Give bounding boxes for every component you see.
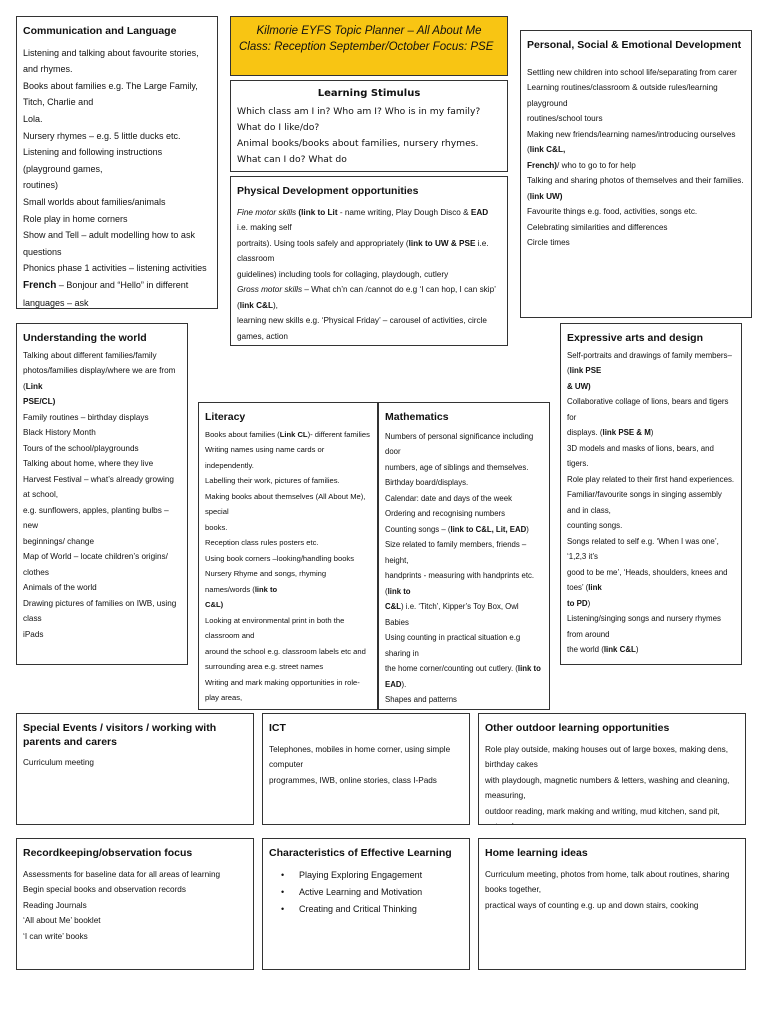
recordkeeping-line: Assessments for baseline data for all areas of learning xyxy=(23,869,221,879)
understanding-line: Animals of the world xyxy=(23,583,97,593)
physical-heading: Physical Development opportunities xyxy=(237,185,419,197)
maths-line: Birthday board/displays. xyxy=(385,478,469,488)
home-learning-line: practical ways of counting e.g. up and down stairs, cooking xyxy=(485,900,699,910)
physical-line: guidelines) including tools for collaging, playdough, cutlery xyxy=(237,269,449,279)
communication-line: Show and Tell – adult modelling how to ask questions xyxy=(23,230,195,257)
characteristics-box xyxy=(262,838,470,970)
outdoor-heading: Other outdoor learning opportunities xyxy=(485,722,670,734)
understanding-line: PSE/CL) xyxy=(23,397,56,407)
expressive-line: Role play related to their first hand experiences. xyxy=(567,474,735,484)
home-learning-box xyxy=(478,838,746,970)
understanding-heading: Understanding the world xyxy=(23,332,147,344)
understanding-line: iPads xyxy=(23,629,44,639)
ict-line: programmes, IWB, online stories, class I-Pads xyxy=(269,775,437,785)
expressive-line: to PD) xyxy=(567,598,591,608)
characteristics-heading: Characteristics of Effective Learning xyxy=(269,847,452,859)
recordkeeping-line: Begin special books and observation records xyxy=(23,885,186,895)
page-subtitle: Class: Reception September/October Focus: PSE xyxy=(239,41,494,53)
understanding-line: beginnings/ change xyxy=(23,536,95,546)
maths-line: Numbers of personal significance including door xyxy=(385,431,534,457)
outdoor-box xyxy=(478,713,746,825)
title-box xyxy=(230,16,508,76)
pse-line: routines/school tours xyxy=(527,114,603,124)
expressive-line: Familiar/favourite songs in singing assembly and in class, xyxy=(567,490,722,515)
understanding-line: Talking about different families/family xyxy=(23,350,157,360)
recordkeeping-line: ‘All about Me’ booklet xyxy=(23,916,101,926)
maths-box xyxy=(378,402,550,710)
literacy-heading: Literacy xyxy=(205,411,246,423)
recordkeeping-box xyxy=(16,838,254,970)
understanding-line: Family routines – birthday displays xyxy=(23,412,149,422)
pse-line: Making new friends/learning names/introducing ourselves (link C&L, xyxy=(527,129,736,155)
expressive-line: Self-portraits and drawings of family members– (link PSE xyxy=(567,350,732,376)
literacy-line: C&L) xyxy=(205,600,224,610)
communication-line: Small worlds about families/animals xyxy=(23,196,166,207)
physical-line: Fine motor skills (link to Lit - name writing, Play Dough Disco & EAD i.e. making self xyxy=(237,207,489,233)
maths-heading: Mathematics xyxy=(385,411,449,423)
home-learning-heading: Home learning ideas xyxy=(485,847,588,859)
communication-line: routines) xyxy=(23,180,59,191)
literacy-line: Books about families (Link CL)- different families xyxy=(205,429,370,439)
list-item: • Playing Exploring Engagement xyxy=(299,867,463,884)
list-item: • Creating and Critical Thinking xyxy=(299,901,463,918)
expressive-line: Listening/singing songs and nursery rhymes from around xyxy=(567,614,721,639)
physical-box xyxy=(230,176,508,346)
literacy-line: Using book corners –looking/handling books xyxy=(205,553,355,563)
special-events-box xyxy=(16,713,254,825)
stimulus-line xyxy=(237,168,501,172)
literacy-line: Writing and mark making opportunities in role-play areas, xyxy=(205,677,360,703)
communication-line: Phonics phase 1 activities – listening activities xyxy=(23,263,207,274)
literacy-line: Nursery Rhyme and songs, rhyming names/words (link to xyxy=(205,569,327,594)
communication-line: Books about families e.g. The Large Family, Titch, Charlie and xyxy=(23,80,198,108)
maths-line: Ordering and recognising numbers xyxy=(385,509,506,519)
expressive-heading: Expressive arts and design xyxy=(567,332,703,344)
understanding-line: photos/families display/where we are from (Link xyxy=(23,366,176,391)
physical-line: portraits). Using tools safely and appropriately (link to UW & PSE i.e. classroom xyxy=(237,238,489,264)
maths-line: numbers, age of siblings and themselves. xyxy=(385,462,529,472)
understanding-box xyxy=(16,323,188,665)
expressive-line: the world (link C&L) xyxy=(567,645,639,655)
maths-line: Counting songs – (link to C&L, Lit, EAD) xyxy=(385,524,529,534)
pse-line: Celebrating similarities and differences xyxy=(527,222,668,232)
home-learning-line: Curriculum meeting, photos from home, talk about routines, sharing books together, xyxy=(485,869,730,895)
outdoor-line: with playdough, magnetic numbers & letters, washing and cleaning, measuring, xyxy=(485,775,730,801)
maths-line: handprints - measuring with handprints etc. (link to xyxy=(385,571,535,596)
maths-line: Calendar: date and days of the week xyxy=(385,493,513,503)
pse-line: Talking and sharing photos of themselves and their families. (link UW) xyxy=(527,176,744,201)
pse-line: Settling new children into school life/separating from carer xyxy=(527,67,737,77)
recordkeeping-line: Reading Journals xyxy=(23,900,87,910)
literacy-line xyxy=(205,706,371,710)
communication-line: Listening and following instructions (playground games, xyxy=(23,147,163,174)
ict-line: Telephones, mobiles in home corner, using simple computer xyxy=(269,744,451,770)
french-label: French xyxy=(23,279,57,291)
special-events-heading: Special Events / visitors / working with parents and carers xyxy=(23,722,217,748)
literacy-line: Looking at environmental print in both the classroom and xyxy=(205,615,345,641)
physical-line: Gross motor skills – What ch’n can /cannot do e.g ‘I can hop, I can skip’ (link C&L), xyxy=(237,285,496,310)
stimulus-box xyxy=(230,80,508,172)
literacy-line: Labelling their work, pictures of families. xyxy=(205,476,340,486)
communication-box xyxy=(16,16,218,309)
literacy-line: books. xyxy=(205,522,228,532)
recordkeeping-heading: Recordkeeping/observation focus xyxy=(23,847,193,859)
understanding-line: Tours of the school/playgrounds xyxy=(23,443,139,453)
communication-line: Listening and talking about favourite stories, and rhymes. xyxy=(23,47,199,75)
recordkeeping-line: ‘I can write’ books xyxy=(23,931,88,941)
expressive-line: displays. (link PSE & M) xyxy=(567,428,654,438)
physical-line xyxy=(237,344,501,346)
understanding-line: Talking about home, where they live xyxy=(23,459,154,469)
pse-line: Favourite things e.g. food, activities, songs etc. xyxy=(527,207,698,217)
outdoor-line: outdoor reading, mark making and writing, mud kitchen, sand pit, xyxy=(485,806,720,816)
expressive-line: good to be me’, ‘Heads, shoulders, knees and toes’ (link xyxy=(567,567,728,593)
maths-line: Shapes and patterns xyxy=(385,695,457,705)
page-title: Kilmorie EYFS Topic Planner – All About Me xyxy=(256,25,482,37)
expressive-line: Songs related to self e.g. ‘When I was one’, ‘1,2,3 it’s xyxy=(567,536,719,562)
understanding-line: Drawing pictures of families on IWB, using class xyxy=(23,598,177,624)
characteristics-list xyxy=(269,867,463,918)
understanding-line: Map of World – locate children’s origins/ clothes xyxy=(23,552,168,577)
physical-line: learning new skills e.g. ‘Physical Friday’ – carousel of activities, circle games, action xyxy=(237,316,487,341)
communication-line: Lola. xyxy=(23,114,43,125)
maths-line: C&L) i.e. ‘Titch’, Kipper’s Toy Box, Owl Babies xyxy=(385,602,519,627)
pse-box xyxy=(520,30,752,318)
expressive-line: counting songs. xyxy=(567,521,623,531)
list-item: • Active Learning and Motivation xyxy=(299,884,463,901)
outdoor-line: Role play outside, making houses out of large boxes, making dens, birthday cakes xyxy=(485,744,729,770)
communication-line: Role play in home corners xyxy=(23,213,128,224)
understanding-line: e.g. sunflowers, apples, planting bulbs – new xyxy=(23,505,169,531)
pse-line: Circle times xyxy=(527,238,570,248)
pse-line: Learning routines/classroom & outside rules/learning playground xyxy=(527,83,718,108)
stimulus-line: Animal books/books about families, nursery rhymes. What can I do? What do xyxy=(237,138,479,165)
expressive-line: Collaborative collage of lions, bears and tigers for xyxy=(567,397,729,422)
communication-french-line xyxy=(23,277,211,309)
communication-line: Nursery rhymes – e.g. 5 little ducks etc. xyxy=(23,130,181,141)
literacy-line: surrounding area e.g. street names xyxy=(205,662,324,672)
ict-heading: ICT xyxy=(269,722,286,734)
special-events-line: Curriculum meeting xyxy=(23,758,94,768)
understanding-line: Black History Month xyxy=(23,428,96,438)
literacy-line: around the school e.g. classroom labels etc and xyxy=(205,646,366,656)
communication-heading: Communication and Language xyxy=(23,25,177,37)
maths-line: the home corner/counting out cutlery. (link to EAD). xyxy=(385,664,541,689)
maths-line: Using counting in practical situation e.g sharing in xyxy=(385,633,521,658)
ict-box xyxy=(262,713,470,825)
maths-line: Size related to family members, friends – height, xyxy=(385,540,527,565)
literacy-box xyxy=(198,402,378,710)
expressive-line: & UW) xyxy=(567,381,591,391)
literacy-line: Reception class rules posters etc. xyxy=(205,538,319,548)
literacy-line: Writing names using name cards or independently. xyxy=(205,445,325,470)
expressive-line: 3D models and masks of lions, bears, and tigers. xyxy=(567,443,714,469)
french-text: – Bonjour and “Hello” in different languages – ask xyxy=(23,279,189,308)
literacy-line: Making books about themselves (All About Me), special xyxy=(205,491,366,517)
understanding-line: Harvest Festival – what’s already growing at school, xyxy=(23,474,174,500)
stimulus-heading: Learning Stimulus xyxy=(317,88,421,99)
pse-heading: Personal, Social & Emotional Development xyxy=(527,39,742,51)
stimulus-line: Which class am I in? Who am I? Who is in my family? What do I like/do? xyxy=(237,106,481,133)
pse-line: French)/ who to go to for help xyxy=(527,160,636,170)
expressive-box xyxy=(560,323,742,665)
